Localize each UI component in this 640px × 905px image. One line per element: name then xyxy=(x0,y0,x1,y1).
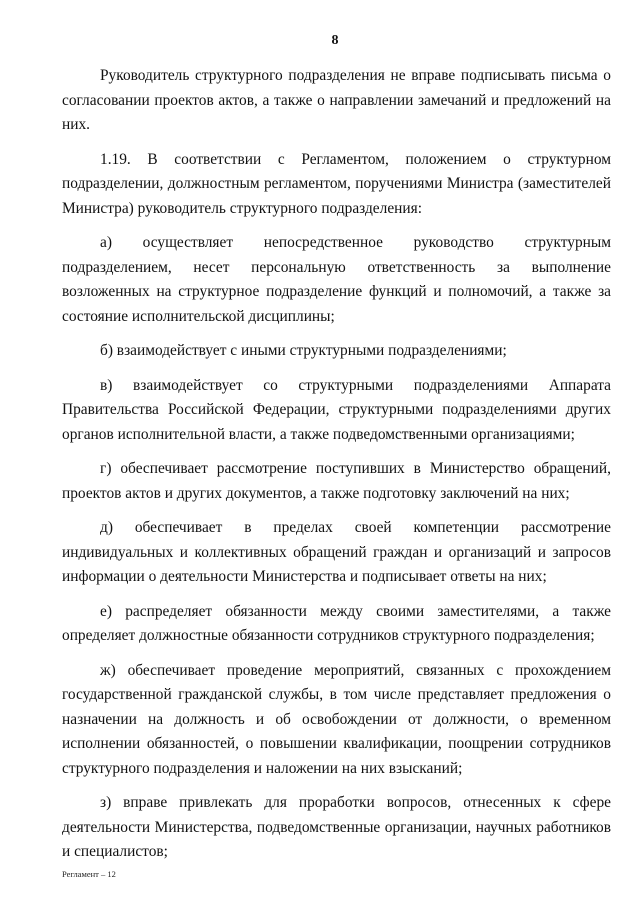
document-body xyxy=(62,64,611,875)
list-item-g: г) обеспечивает рассмотрение поступивших в Министерство обращений, проектов актов и других документов, а также подготовку заключений на них; xyxy=(62,460,611,502)
list-item-zh: ж) обеспечивает проведение мероприятий, связанных с прохождением государственной гражданской службы, в том числе представляет предложения о назначении на должность и об освобождении от должности, о временном исполнении обязанностей, о повышении квалификации, поощрении сотрудников структурного подразделения и наложении на них взысканий; xyxy=(62,661,611,777)
list-item-b: б) взаимодействует с иными структурными подразделениями; xyxy=(100,342,507,359)
list-item-e: е) распределяет обязанности между своими заместителями, а также определяет должностные обязанности сотрудников структурного подразделения; xyxy=(62,602,611,644)
list-item-z: з) вправе привлекать для проработки вопросов, отнесенных к сфере деятельности Министерства, подведомственные организации, научных работников и специалистов; xyxy=(62,794,611,860)
page-footer: Регламент – 12 xyxy=(62,869,116,879)
list-item-v: в) взаимодействует со структурными подразделениями Аппарата Правительства Российской Федерации, структурными подразделениями других органов исполнительной власти, а также подведомственными организациями; xyxy=(62,376,611,443)
paragraph-signing-restriction: Руководитель структурного подразделения не вправе подписывать письма о согласовании проектов актов, а также о направлении замечаний и предложений на них. xyxy=(62,67,611,133)
paragraph-clause-1-19: 1.19. В соответствии с Регламентом, положением о структурном подразделении, должностным регламентом, поручениями Министра (заместителей Министра) руководитель структурного подразделения: xyxy=(62,150,611,217)
list-item-d: д) обеспечивает в пределах своей компетенции рассмотрение индивидуальных и коллективных обращений граждан и организаций и запросов информации о деятельности Министерства и подписывает ответы на них; xyxy=(62,519,611,585)
page-number: 8 xyxy=(331,33,339,48)
list-item-a: а) осуществляет непосредственное руководство структурным подразделением, несет персональную ответственность за выполнение возложенных на структурное подразделение функций и полномочий, а также за состояние исполнительской дисциплины; xyxy=(62,234,611,325)
